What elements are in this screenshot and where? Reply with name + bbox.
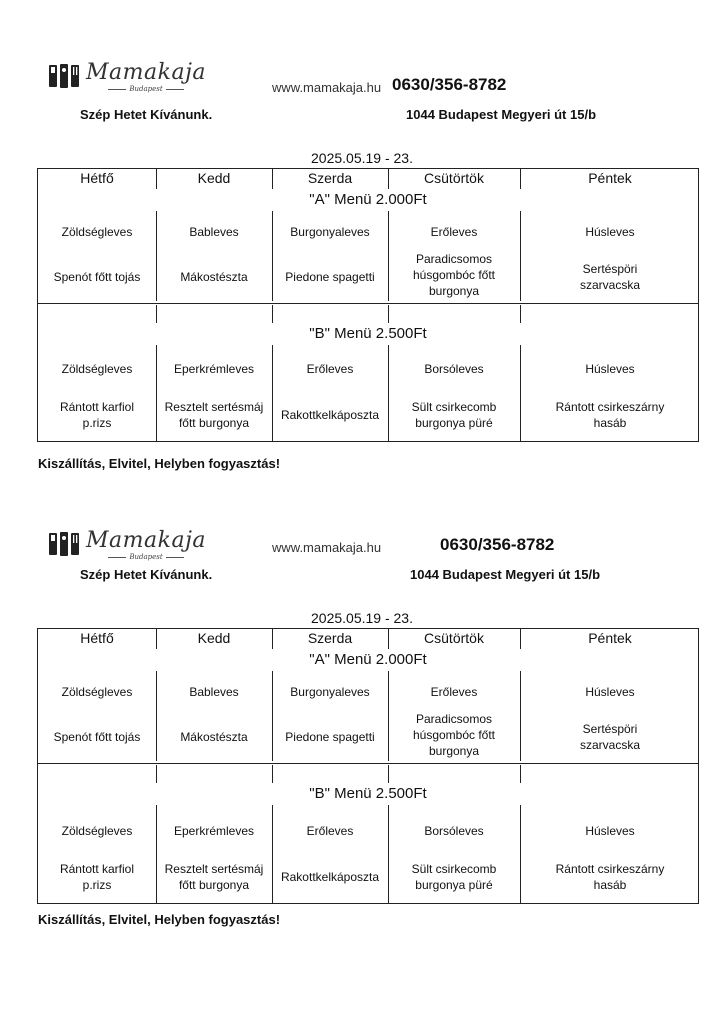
address-text: 1044 Budapest Megyeri út 15/b: [410, 567, 601, 582]
menu-a-main-wednesday: Piedone spagetti: [285, 730, 375, 744]
phone-number: 0630/356-8782: [392, 75, 507, 94]
brand-name: Mamakaja: [86, 528, 207, 553]
menu-b-main-friday: Rántott csirkeszárny hasáb: [555, 400, 665, 430]
day-header-thursday: Csütörtök: [424, 170, 484, 186]
brand-logo: [48, 530, 206, 561]
menu-a-soup-friday: Húsleves: [585, 685, 635, 699]
website-link[interactable]: www.mamakaja.hu: [272, 80, 382, 95]
service-footer: Kiszállítás, Elvitel, Helyben fogyasztás!: [38, 456, 281, 471]
menu-b-main-tuesday: Resztelt sertésmáj főtt burgonya: [164, 400, 264, 430]
kitchen-utensils-icon: [48, 530, 80, 558]
menu-b-main-monday: Rántott karfiol p.rizs: [59, 400, 135, 430]
menu-a-main-thursday: Paradicsomos húsgombóc főtt burgonya: [412, 252, 496, 298]
menu-a-soup-wednesday: Burgonyaleves: [290, 685, 370, 699]
menu-a-main-wednesday: Piedone spagetti: [285, 270, 375, 284]
menu-a-soup-tuesday: Bableves: [189, 685, 239, 699]
menu-b-main-tuesday: Resztelt sertésmáj főtt burgonya: [164, 862, 264, 892]
menu-b-soup-tuesday: Eperkrémleves: [173, 362, 255, 376]
menu-b-main-thursday: Sült csirkecomb burgonya püré: [411, 400, 497, 430]
day-header-friday: Péntek: [588, 630, 632, 646]
menu-table: [37, 168, 699, 442]
menu-a-title: "A" Menü 2.000Ft: [309, 651, 427, 668]
menu-a-soup-friday: Húsleves: [585, 225, 635, 239]
menu-b-soup-monday: Zöldségleves: [61, 824, 133, 838]
menu-b-main-wednesday: Rakottkelkáposzta: [280, 408, 380, 422]
menu-a-title: "A" Menü 2.000Ft: [309, 191, 427, 208]
menu-a-soup-thursday: Erőleves: [430, 685, 478, 699]
menu-a-main-thursday: Paradicsomos húsgombóc főtt burgonya: [412, 712, 496, 758]
greeting-text: Szép Hetet Kívánunk.: [80, 567, 213, 582]
phone-number: 0630/356-8782: [440, 535, 555, 554]
date-range: 2025.05.19 - 23.: [311, 150, 413, 166]
menu-flyer-top: [0, 0, 724, 471]
menu-b-soup-wednesday: Erőleves: [306, 362, 354, 376]
date-range: 2025.05.19 - 23.: [311, 610, 413, 626]
menu-b-title: "B" Menü 2.500Ft: [309, 325, 427, 342]
day-header-tuesday: Kedd: [197, 630, 231, 646]
menu-a-main-friday: Sertéspöri szarvacska: [579, 722, 641, 752]
menu-b-soup-friday: Húsleves: [585, 824, 635, 838]
brand-city: Budapest: [105, 553, 186, 561]
menu-table: [37, 628, 699, 904]
menu-a-main-tuesday: Mákostészta: [180, 730, 248, 744]
menu-a-soup-thursday: Erőleves: [430, 225, 478, 239]
menu-b-soup-thursday: Borsóleves: [424, 362, 484, 376]
menu-a-main-monday: Spenót főtt tojás: [53, 270, 141, 284]
menu-b-main-wednesday: Rakottkelkáposzta: [280, 870, 380, 884]
menu-a-soup-wednesday: Burgonyaleves: [290, 225, 370, 239]
menu-a-soup-monday: Zöldségleves: [61, 685, 133, 699]
day-header-monday: Hétfő: [80, 170, 114, 186]
day-header-wednesday: Szerda: [307, 170, 353, 186]
menu-b-soup-monday: Zöldségleves: [61, 362, 133, 376]
menu-b-title: "B" Menü 2.500Ft: [309, 785, 427, 802]
address-text: 1044 Budapest Megyeri út 15/b: [406, 107, 597, 122]
menu-a-main-friday: Sertéspöri szarvacska: [579, 262, 641, 292]
brand-name: Mamakaja: [86, 60, 207, 85]
menu-b-soup-wednesday: Erőleves: [306, 824, 354, 838]
day-header-tuesday: Kedd: [197, 170, 231, 186]
day-header-monday: Hétfő: [80, 630, 114, 646]
menu-b-main-monday: Rántott karfiol p.rizs: [59, 862, 135, 892]
menu-a-main-monday: Spenót főtt tojás: [53, 730, 141, 744]
menu-b-soup-friday: Húsleves: [585, 362, 635, 376]
greeting-text: Szép Hetet Kívánunk.: [80, 107, 213, 122]
website-link[interactable]: www.mamakaja.hu: [272, 540, 382, 555]
day-header-wednesday: Szerda: [307, 630, 353, 646]
brand-logo: [48, 62, 206, 93]
menu-flyer-bottom: [0, 462, 724, 927]
menu-b-soup-tuesday: Eperkrémleves: [173, 824, 255, 838]
menu-a-soup-tuesday: Bableves: [189, 225, 239, 239]
menu-b-main-friday: Rántott csirkeszárny hasáb: [555, 862, 665, 892]
menu-a-soup-monday: Zöldségleves: [61, 225, 133, 239]
brand-city: Budapest: [105, 85, 186, 93]
day-header-thursday: Csütörtök: [424, 630, 484, 646]
menu-b-main-thursday: Sült csirkecomb burgonya püré: [411, 862, 497, 892]
day-header-friday: Péntek: [588, 170, 632, 186]
service-footer: Kiszállítás, Elvitel, Helyben fogyasztás!: [38, 912, 281, 927]
menu-a-main-tuesday: Mákostészta: [180, 270, 248, 284]
menu-b-soup-thursday: Borsóleves: [424, 824, 484, 838]
kitchen-utensils-icon: [48, 62, 80, 90]
